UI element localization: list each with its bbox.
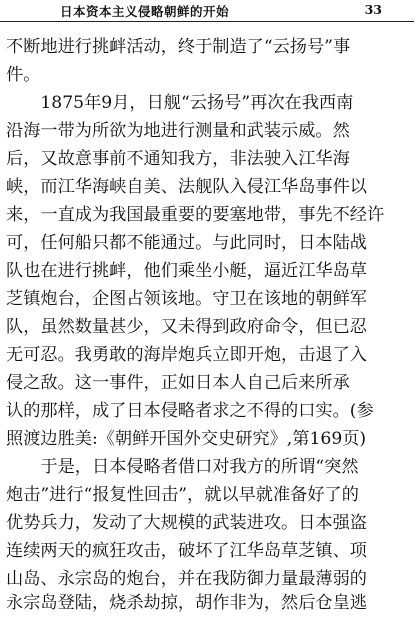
header-divider bbox=[0, 21, 414, 22]
text-line: 芝镇炮台，企图占领该地。守卫在该地的朝鲜军 bbox=[6, 289, 367, 309]
text-line: 来，一直成为我国最重要的要塞地带，事先不经许 bbox=[6, 205, 385, 225]
text-line: 照渡边胜美:《朝鲜开国外交史研究》,第169页) bbox=[6, 429, 367, 449]
text-line: 件。 bbox=[6, 65, 41, 85]
text-line: 可，任何船只都不能通过。与此同时，日本陆战 bbox=[6, 233, 367, 253]
text-line: 不断地进行挑衅活动，终于制造了“云扬号”事 bbox=[6, 37, 351, 57]
text-line: 侵之敌。这一事件，正如日本人自己后来所承 bbox=[6, 373, 350, 393]
page-number: 33 bbox=[364, 2, 382, 17]
text-line: 1875年9月，日舰“云扬号”再次在我西南 bbox=[6, 93, 354, 113]
running-header bbox=[0, 0, 420, 24]
text-line: 认的那样，成了日本侵略者求之不得的口实。(参 bbox=[6, 401, 374, 421]
text-line: 峡，而江华海峡自美、法舰队入侵江华岛事件以 bbox=[6, 177, 367, 197]
text-line: 无可忍。我勇敢的海岸炮兵立即开炮，击退了入 bbox=[6, 345, 367, 365]
text-line: 后，又故意事前不通知我方，非法驶入江华海 bbox=[6, 149, 350, 169]
running-header-title: 日本资本主义侵略朝鲜的开始 bbox=[60, 4, 230, 19]
text-line: 沿海一带为所欲为地进行测量和武装示威。然 bbox=[6, 121, 350, 141]
text-line: 队也在进行挑衅，他们乘坐小艇，逼近江华岛草 bbox=[6, 261, 367, 281]
text-line: 优势兵力，发动了大规模的武装进攻。日本强盗 bbox=[6, 513, 367, 533]
text-line: 于是，日本侵略者借口对我方的所谓“突然 bbox=[6, 457, 359, 477]
text-line: 队，虽然数量甚少，又未得到政府命令，但已忍 bbox=[6, 317, 367, 337]
text-line: 山岛、永宗岛的炮台，并在我防御力量最薄弱的 bbox=[6, 569, 367, 589]
text-line: 连续两天的疯狂攻击，破坏了江华岛草芝镇、项 bbox=[6, 541, 367, 561]
text-line: 炮击”进行“报复性回击”，就以早就准备好了的 bbox=[6, 485, 359, 505]
text-line: 永宗岛登陆，烧杀劫掠，胡作非为，然后仓皇逃 bbox=[6, 593, 367, 613]
